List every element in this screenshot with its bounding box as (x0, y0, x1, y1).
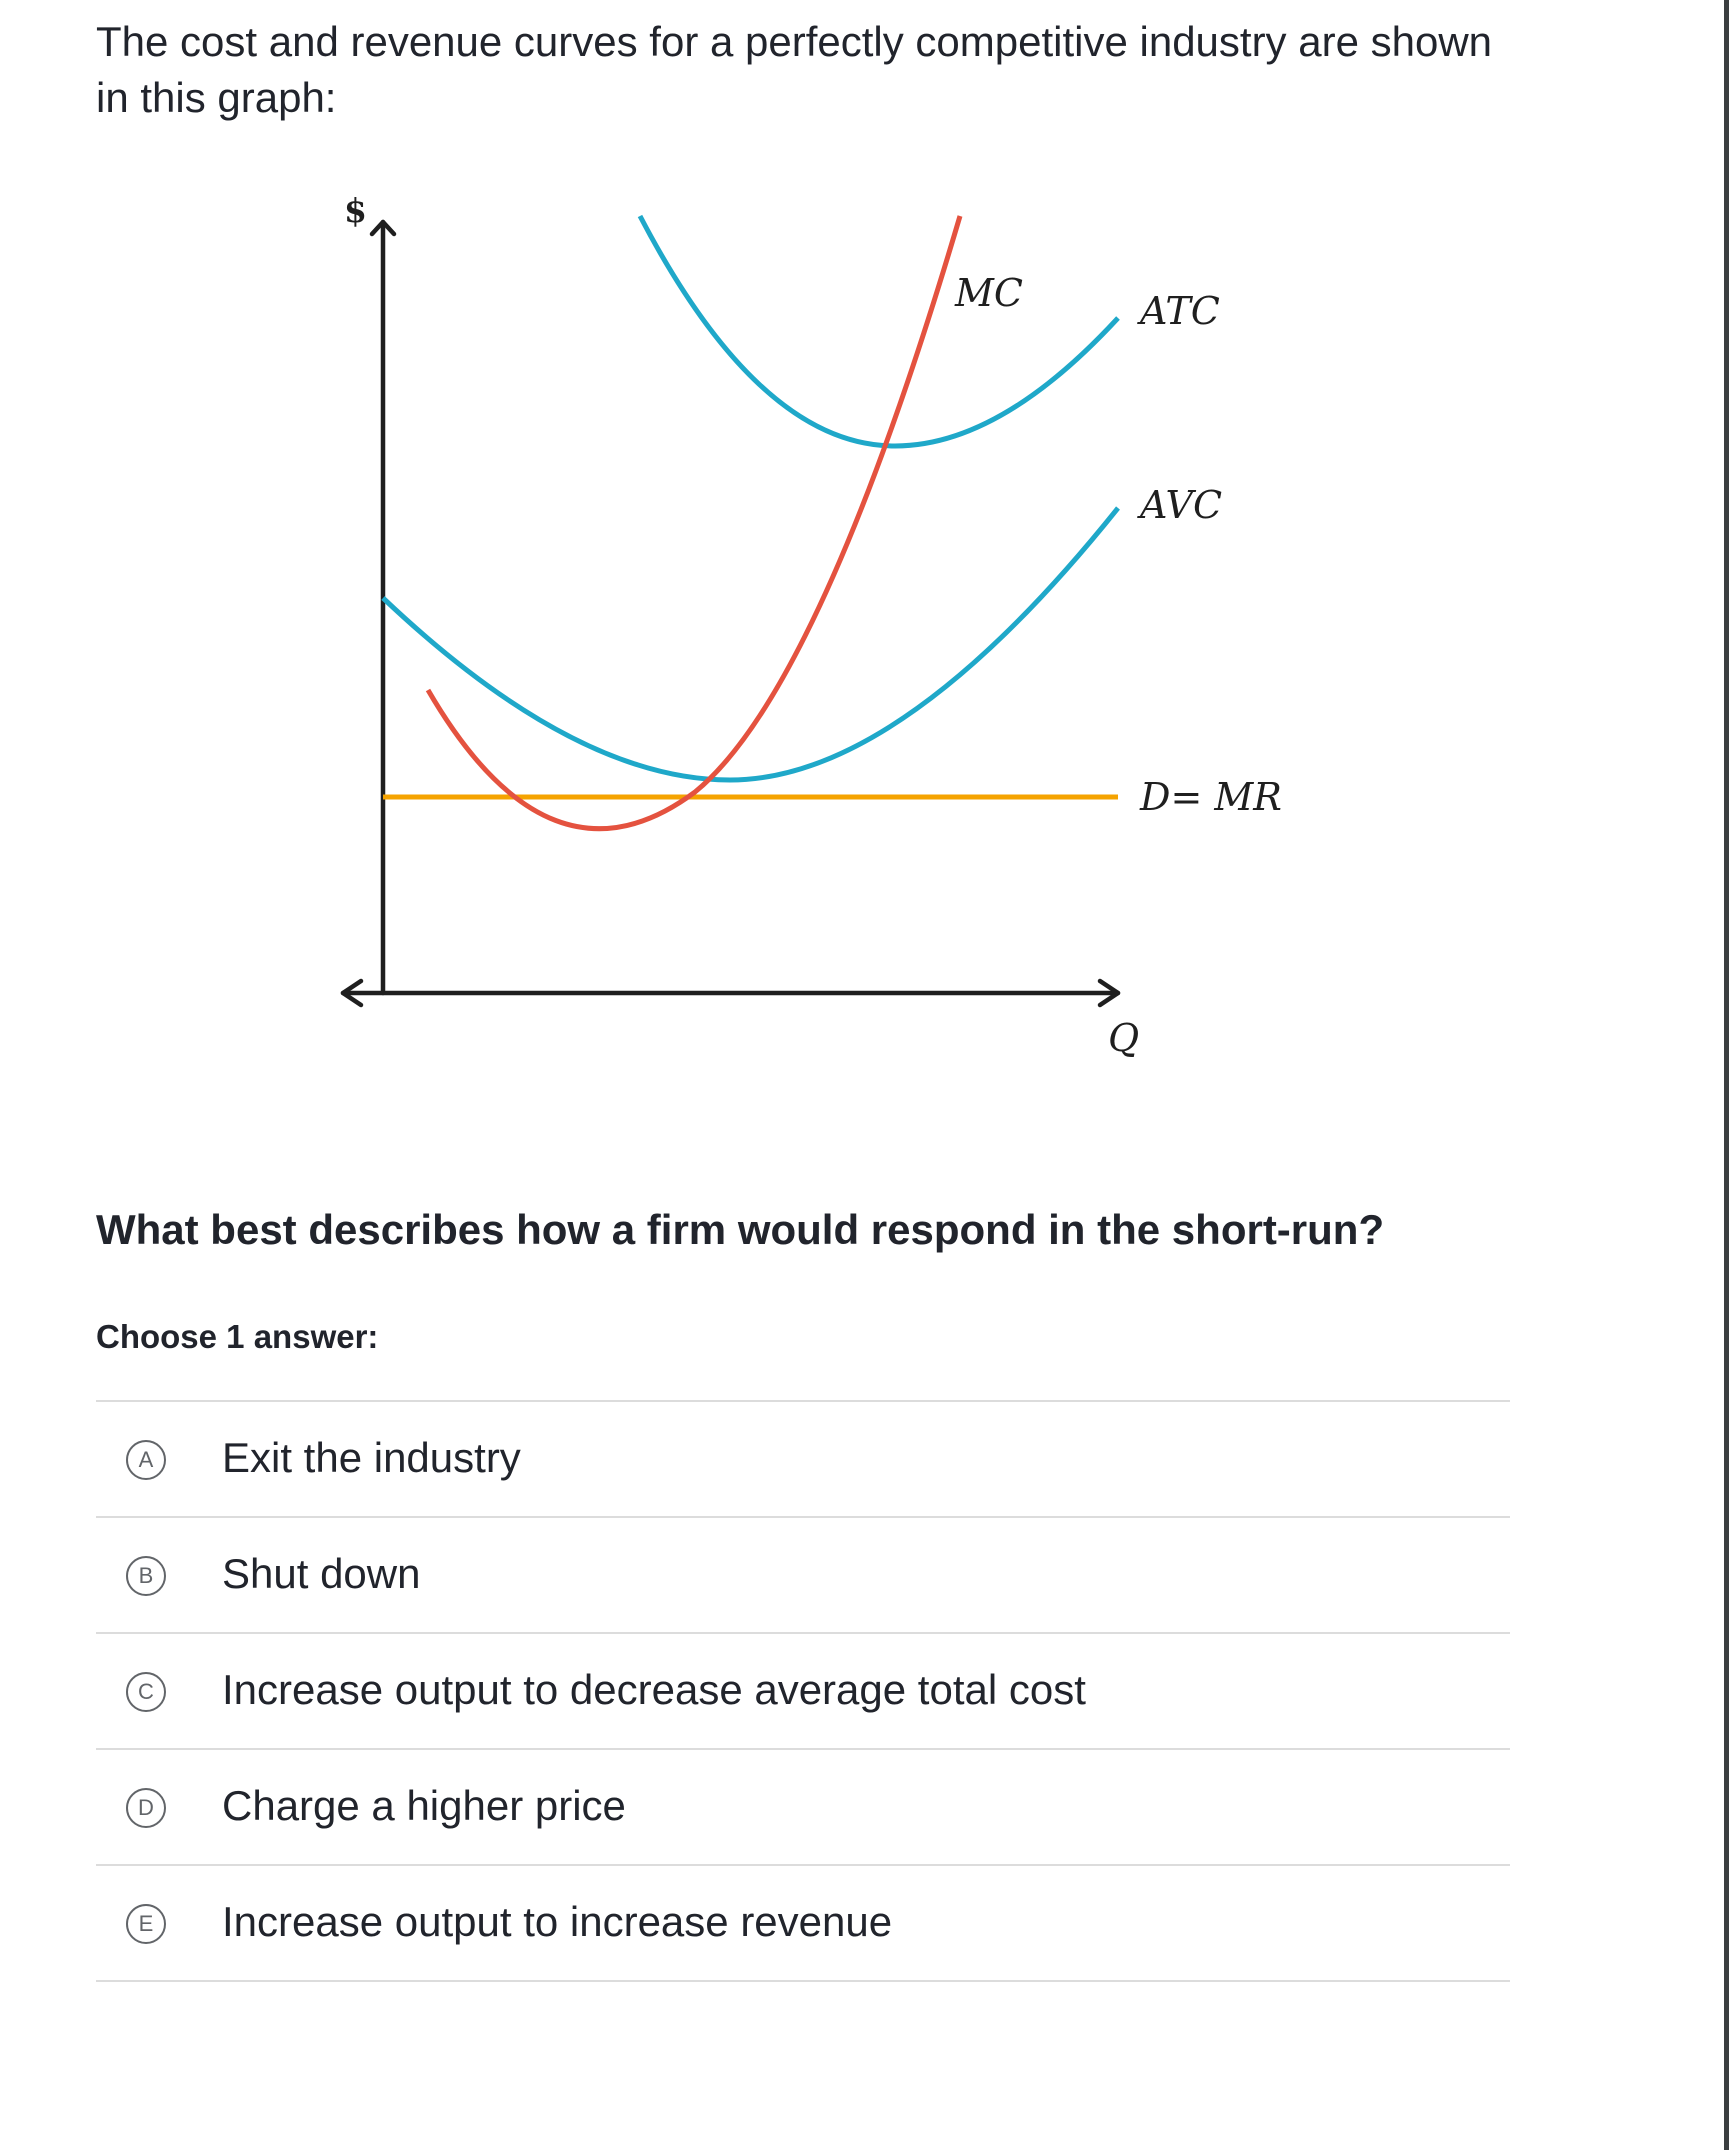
y-axis-label: $ (344, 191, 367, 230)
mc-label: MC (955, 271, 1023, 315)
answer-choices-list (96, 1400, 1510, 1982)
avc-label: AVC (1140, 483, 1223, 527)
choice-e-radio[interactable]: E (126, 1904, 166, 1944)
choice-d[interactable] (96, 1748, 1510, 1864)
question-intro: The cost and revenue curves for a perfectly competitive industry are shown in this graph: (96, 18, 1493, 121)
x-axis-label: Q (1108, 1016, 1140, 1060)
atc-label: ATC (1140, 289, 1220, 333)
choice-a[interactable] (96, 1400, 1510, 1516)
graph-axes (343, 222, 1118, 1005)
choice-b[interactable] (96, 1516, 1510, 1632)
cost-revenue-graph (0, 0, 1400, 1120)
choice-c[interactable] (96, 1632, 1510, 1748)
choice-c-radio[interactable]: C (126, 1672, 166, 1712)
atc-curve (640, 216, 1118, 446)
question-prompt: What best describes how a firm would respond in the short-run? (96, 1206, 1385, 1253)
demand-mr-label: D= MR (1140, 775, 1282, 819)
page-edge-border (1724, 0, 1729, 2150)
choice-b-radio[interactable]: B (126, 1556, 166, 1596)
choice-d-radio[interactable]: D (126, 1788, 166, 1828)
choice-a-text: Exit the industry (222, 1434, 521, 1481)
choice-c-text: Increase output to decrease average total cost (222, 1666, 1086, 1713)
avc-curve (383, 508, 1118, 780)
choice-e-text: Increase output to increase revenue (222, 1898, 893, 1945)
choice-d-text: Charge a higher price (222, 1782, 626, 1829)
choice-b-text: Shut down (222, 1550, 421, 1597)
choice-a-radio[interactable]: A (126, 1440, 166, 1480)
choose-answer-label: Choose 1 answer: (96, 1318, 379, 1355)
choice-e[interactable] (96, 1864, 1510, 1982)
